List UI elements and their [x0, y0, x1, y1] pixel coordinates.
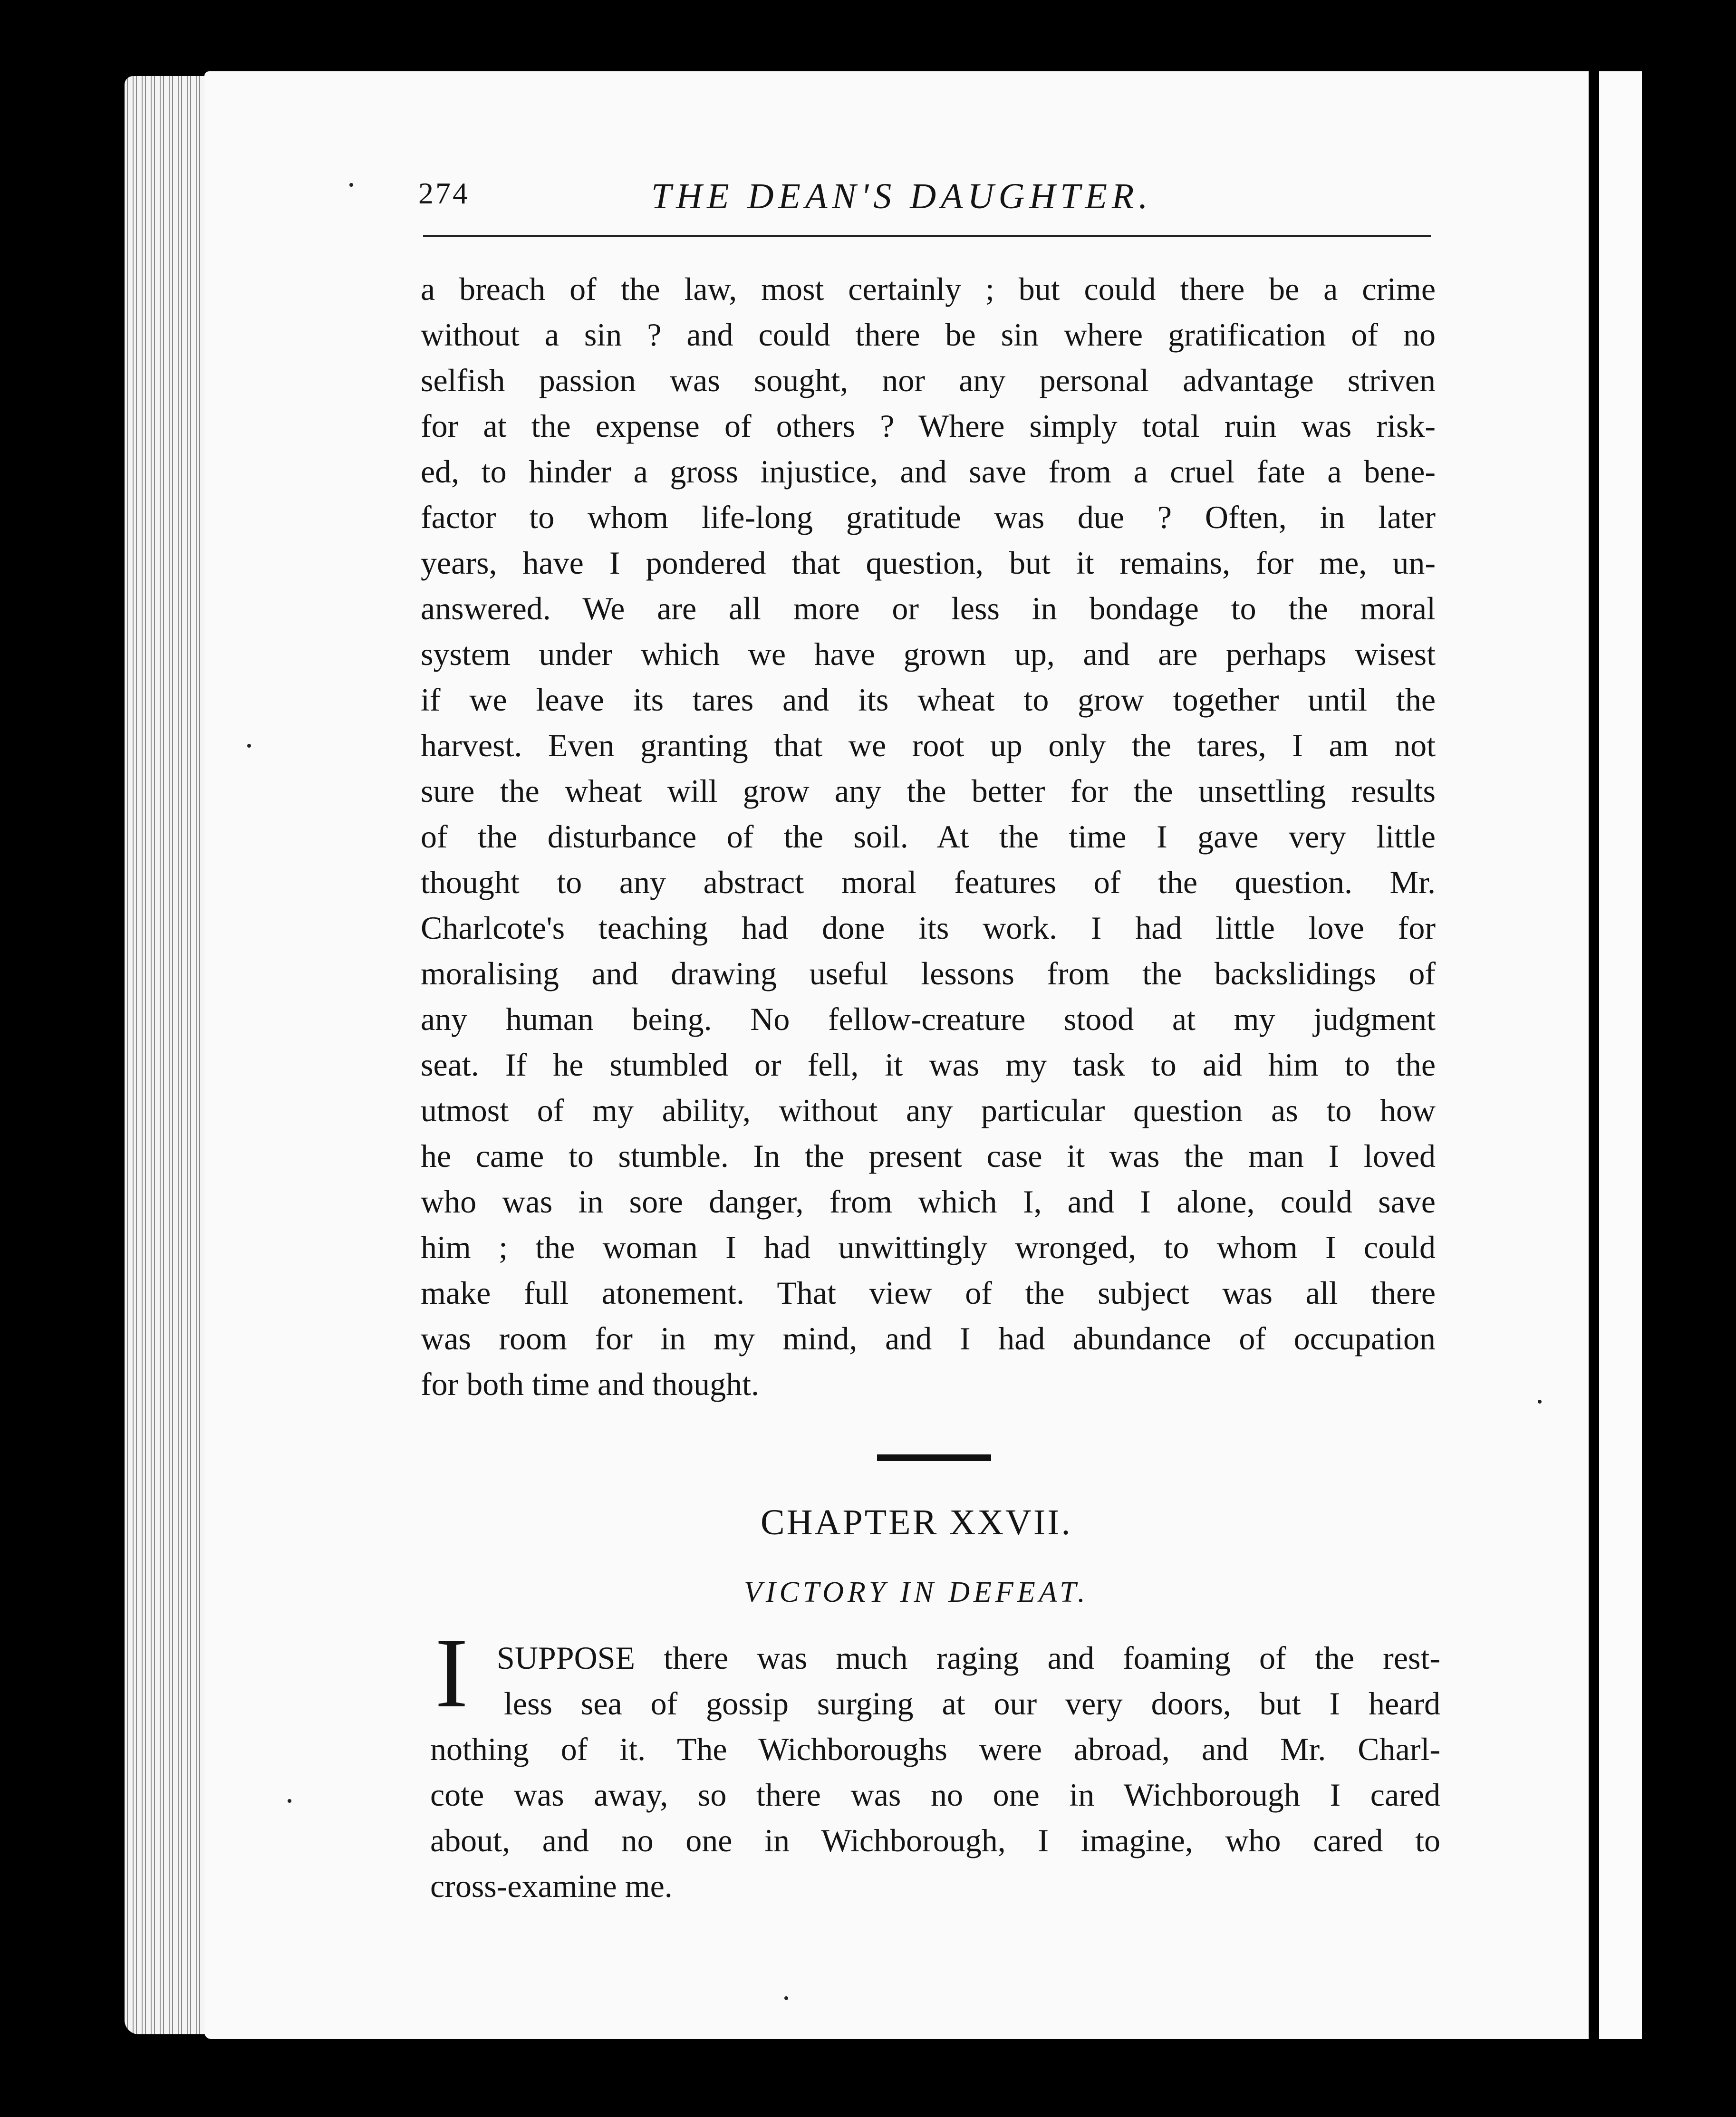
text-line: of the disturbance of the soil. At the time I gave very little: [421, 818, 1436, 855]
text-line: system under which we have grown up, and are perhaps wisest: [421, 636, 1436, 672]
text-line: Charlcote's teaching had done its work. I had little love for: [421, 910, 1436, 946]
page-header: [418, 176, 1440, 228]
running-head: THE DEAN'S DAUGHTER.: [651, 176, 1153, 216]
text-line: for both time and thought.: [421, 1366, 760, 1402]
chapter-rule: [877, 1454, 991, 1461]
text-line: SUPPOSE there was much raging and foaming of the rest-: [497, 1640, 1440, 1676]
text-line: less sea of gossip surging at our very doors, but I heard: [504, 1685, 1440, 1722]
chapter-second-line: [504, 1681, 1440, 1726]
text-line: years, have I pondered that question, but it remains, for me, un-: [421, 545, 1436, 581]
text-line: without a sin ? and could there be sin where gratification of no: [421, 317, 1436, 353]
text-line: seat. If he stumbled or fell, it was my task to aid him to the: [421, 1047, 1436, 1083]
text-line: selfish passion was sought, nor any personal advantage striven: [421, 362, 1436, 398]
text-line: a breach of the law, most certainly ; but could there be a crime: [421, 271, 1436, 307]
scan-speck: [784, 1996, 788, 2000]
drop-cap: I: [435, 1618, 468, 1728]
text-line: ed, to hinder a gross injustice, and save from a cruel fate a bene-: [421, 453, 1436, 490]
page-number: 274: [418, 176, 470, 210]
chapter-body-text: [430, 1726, 1440, 1909]
text-line: him ; the woman I had unwittingly wronged, to whom I could: [421, 1229, 1436, 1265]
body-text: [421, 266, 1436, 1407]
scan-speck: [288, 1799, 291, 1803]
text-line: sure the wheat will grow any the better for the unsettling results: [421, 773, 1436, 809]
text-line: he came to stumble. In the present case it was the man I loved: [421, 1138, 1436, 1174]
text-line: factor to whom life-long gratitude was due ? Often, in later: [421, 499, 1436, 535]
text-line: harvest. Even granting that we root up only the tares, I am not: [421, 727, 1436, 763]
text-line: who was in sore danger, from which I, and I alone, could save: [421, 1184, 1436, 1220]
text-line: for at the expense of others ? Where simply total ruin was risk-: [421, 408, 1436, 444]
text-line: if we leave its tares and its wheat to grow together until the: [421, 682, 1436, 718]
text-line: nothing of it. The Wichboroughs were abroad, and Mr. Charl-: [430, 1731, 1440, 1767]
facing-page-edge: [1599, 71, 1642, 2039]
text-line: moralising and drawing useful lessons from the backslidings of: [421, 955, 1436, 991]
text-line: thought to any abstract moral features of the question. Mr.: [421, 864, 1436, 900]
scan-speck: [1538, 1400, 1542, 1404]
header-rule: [423, 235, 1431, 237]
text-line: was room for in my mind, and I had abundance of occupation: [421, 1320, 1436, 1357]
scan-speck: [247, 744, 251, 748]
text-line: make full atonement. That view of the subject was all there: [421, 1275, 1436, 1311]
chapter-subtitle: VICTORY IN DEFEAT.: [744, 1576, 1089, 1608]
text-line: about, and no one in Wichborough, I imagine, who cared to: [430, 1822, 1440, 1858]
text-line: any human being. No fellow-creature stood at my judgment: [421, 1001, 1436, 1037]
chapter-title: CHAPTER XXVII.: [761, 1502, 1072, 1542]
text-line: cross-examine me.: [430, 1868, 673, 1904]
text-line: utmost of my ability, without any particular question as to how: [421, 1092, 1436, 1128]
scan-speck: [349, 183, 353, 187]
text-line: cote was away, so there was no one in Wichborough I cared: [430, 1777, 1440, 1813]
page-gutter-shadow: [1589, 71, 1599, 2039]
text-line: answered. We are all more or less in bondage to the moral: [421, 590, 1436, 626]
chapter-opening-line: [497, 1635, 1440, 1681]
